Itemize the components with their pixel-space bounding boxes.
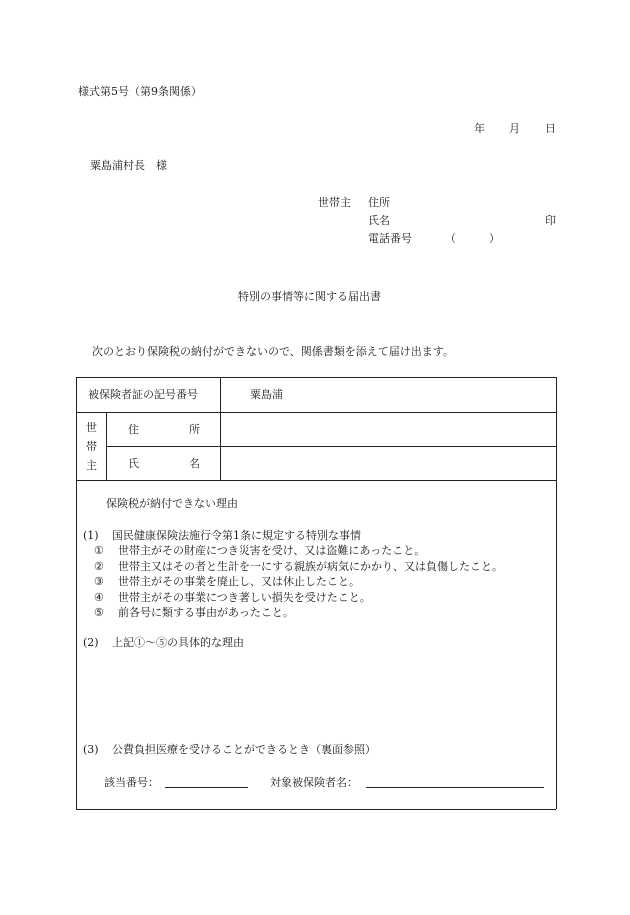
householder-column-divider (106, 412, 107, 480)
section3-number: (3) (83, 743, 99, 756)
table-right-border (556, 377, 557, 809)
householder-label: 世帯主 (318, 196, 351, 209)
date-year-label: 年 (474, 122, 485, 135)
householder-phone-paren: （ ） (445, 232, 500, 245)
table-name-label-char-1: 氏 (128, 457, 139, 470)
row1-bottom-border (76, 412, 556, 413)
target-insured-label: 対象被保険者名： (270, 776, 358, 789)
section1-item-1-mark: ① (94, 544, 104, 557)
date-day-label: 日 (545, 122, 556, 135)
document-title: 特別の事情等に関する届出書 (238, 290, 381, 303)
section1-item-1-text: 世帯主がその財産につき災害を受け、又は盗難にあったこと。 (118, 544, 426, 557)
householder-vertical-char-2: 帯 (86, 440, 97, 453)
section3-title: 公費負担医療を受けることができるとき（裏面参照） (112, 743, 376, 756)
householder-address-label: 住所 (368, 196, 390, 209)
applicable-number-field[interactable] (165, 787, 248, 788)
applicable-number-label: 該当番号： (104, 776, 159, 789)
form-number: 様式第5号（第9条関係） (78, 85, 202, 98)
section1-item-2-mark: ② (94, 560, 104, 573)
seal-mark: 印 (545, 214, 556, 227)
householder-phone-label: 電話番号 (368, 232, 412, 245)
insured-number-label: 被保険者証の記号番号 (88, 388, 198, 401)
section1-item-3-mark: ③ (94, 575, 104, 588)
insured-number-value: 粟島浦 (250, 388, 283, 401)
table-address-label-char-1: 住 (128, 423, 139, 436)
section1-item-2-text: 世帯主又はその者と生計を一にする親族が病気にかかり、又は負傷したこと。 (118, 560, 503, 573)
section1-item-4-text: 世帯主がその事業につき著しい損失を受けたこと。 (118, 591, 371, 604)
label-column-divider (220, 377, 221, 480)
section1-item-5-text: 前各号に類する事由があったこと。 (118, 606, 294, 619)
section1-item-3-text: 世帯主がその事業を廃止し、又は休止したこと。 (118, 575, 360, 588)
addressee: 粟島浦村長 様 (90, 159, 167, 172)
name-row-bottom-border (76, 480, 556, 481)
reason-heading: 保険税が納付できない理由 (106, 497, 238, 510)
table-bottom-border (76, 809, 556, 810)
table-left-border (76, 377, 77, 809)
section2-title: 上記①～⑤の具体的な理由 (112, 636, 244, 649)
intro-text: 次のとおり保険税の納付ができないので、関係書類を添えて届け出ます。 (92, 345, 454, 358)
householder-vertical-char-3: 主 (86, 459, 97, 472)
date-month-label: 月 (509, 122, 520, 135)
address-row-bottom-border (106, 446, 556, 447)
target-insured-name-field[interactable] (366, 787, 544, 788)
section1-item-5-mark: ⑤ (94, 606, 104, 619)
table-name-label-char-2: 名 (189, 457, 200, 470)
section1-item-4-mark: ④ (94, 591, 104, 604)
section1-title: 国民健康保険法施行令第1条に規定する特別な事情 (112, 529, 361, 542)
table-address-label-char-2: 所 (189, 423, 200, 436)
householder-vertical-char-1: 世 (86, 421, 97, 434)
section1-number: (1) (83, 529, 99, 542)
householder-name-label: 氏名 (368, 214, 390, 227)
table-top-border (76, 377, 556, 378)
section2-number: (2) (83, 636, 99, 649)
